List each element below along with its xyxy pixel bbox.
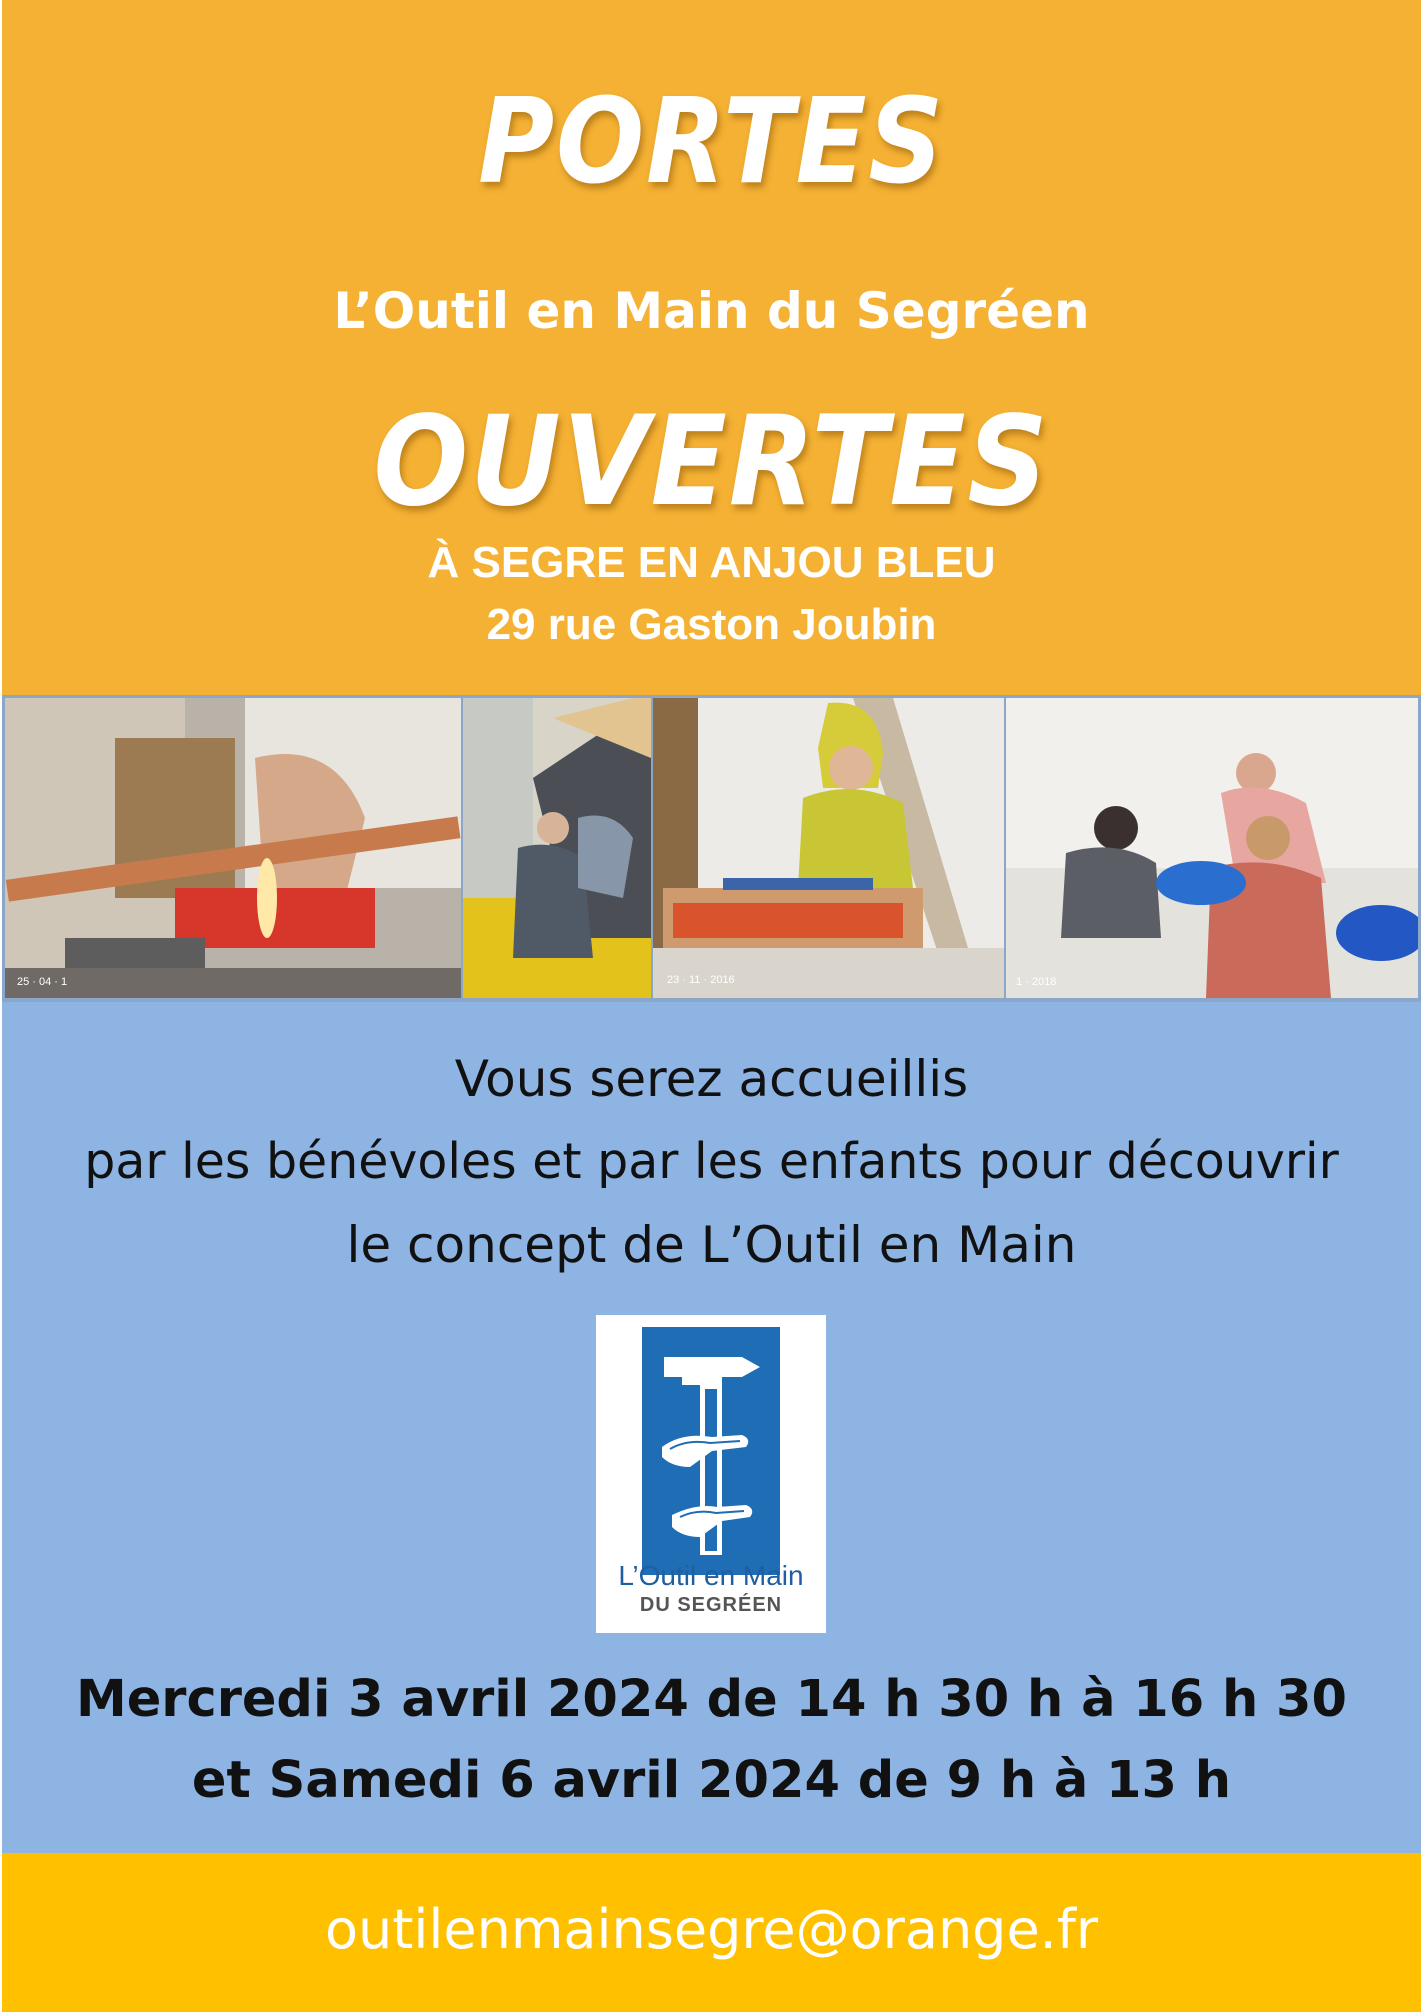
intro-line-3: le concept de L’Outil en Main (346, 1216, 1077, 1274)
title-ouvertes: OUVERTES (373, 390, 1050, 534)
address-line: 29 rue Gaston Joubin (486, 600, 937, 649)
photo-date-stamp: 1 · 2018 (1016, 976, 1057, 988)
photo-date-stamp: 25 · 04 · 1 (17, 976, 68, 988)
intro-line-2: par les bénévoles et par les enfants pour découvrir (84, 1133, 1339, 1190)
photo-roofing (463, 698, 651, 998)
intro-line-1: Vous serez accueillis (454, 1050, 969, 1108)
organisation-logo (596, 1315, 826, 1633)
photo-brazing (5, 698, 461, 998)
town-line: À SEGRE EN ANJOU BLEU (427, 538, 996, 587)
organisation-name: L’Outil en Main du Segréen (333, 282, 1090, 340)
photo-date-stamp: 23 · 11 · 2016 (667, 974, 735, 986)
photo-strip (2, 695, 1421, 1002)
photo-tiling (1006, 698, 1418, 998)
contact-email: outilenmainsegre@orange.fr (324, 1898, 1099, 1961)
logo-subtitle: DU SEGRÉEN (639, 1594, 783, 1616)
schedule-saturday: et Samedi 6 avril 2024 de 9 h à 13 h (191, 1751, 1232, 1810)
title-portes: PORTES (478, 72, 945, 210)
schedule-wednesday: Mercredi 3 avril 2024 de 14 h 30 h à 16 h 30 (75, 1670, 1348, 1729)
hammer-hands-icon (642, 1327, 780, 1575)
logo-title: L’Outil en Main (618, 1560, 804, 1591)
photo-tile-cutting (653, 698, 1004, 998)
